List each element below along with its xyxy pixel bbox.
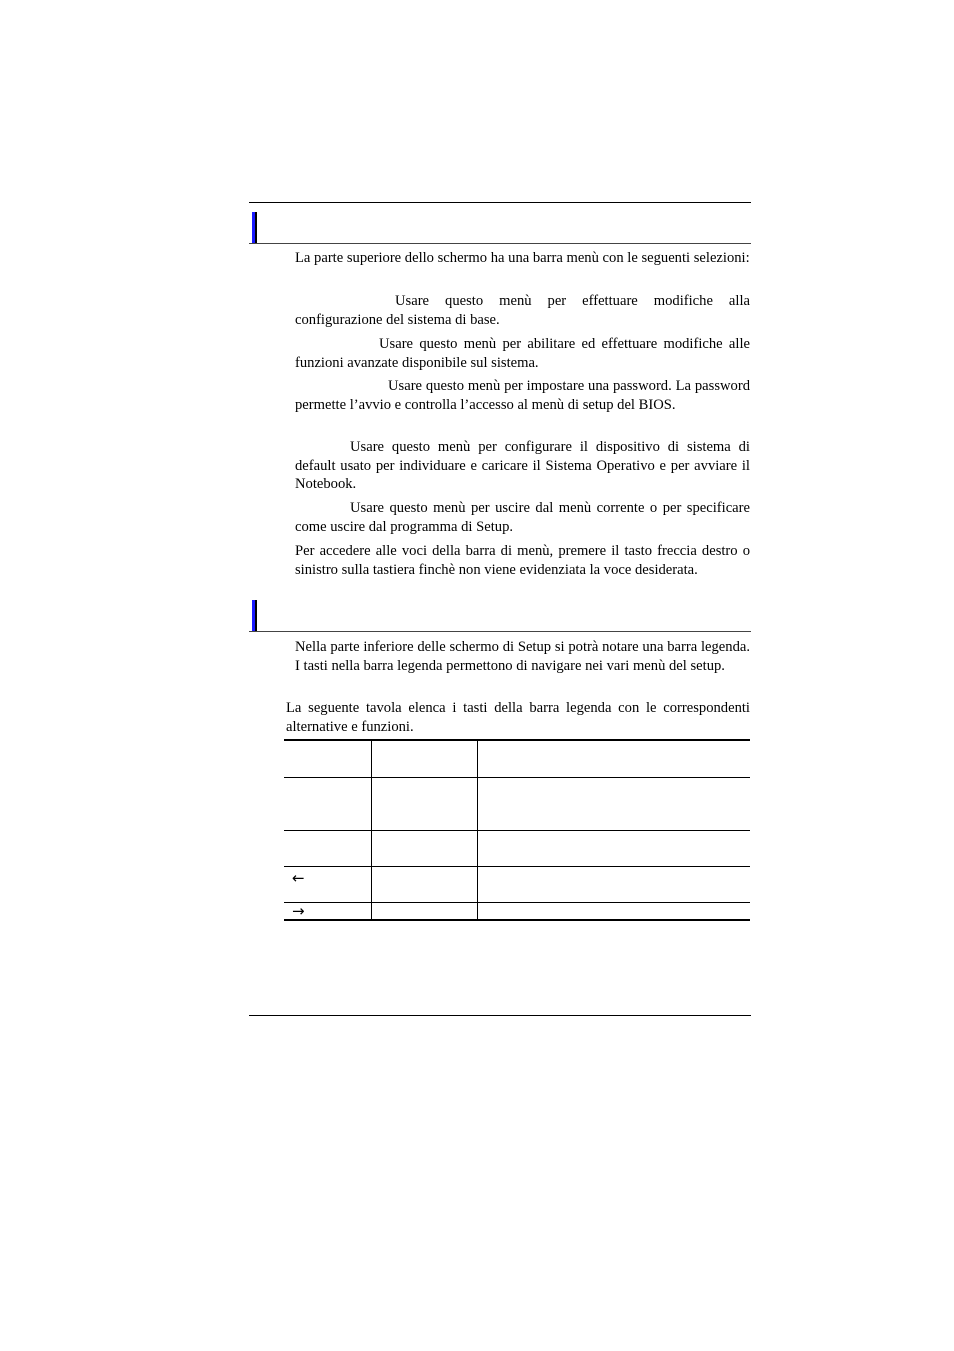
table-row xyxy=(284,866,750,902)
table-row xyxy=(284,740,750,777)
menu-item-text: Usare questo menù per uscire dal menù corrente o per specificare come uscire dal programma di Setup. xyxy=(295,500,750,535)
section-heading-marker xyxy=(252,212,257,243)
table-row xyxy=(284,777,750,830)
menu-item-text: Usare questo menù per abilitare ed effettuare modifiche alle funzioni avanzate disponibile sul sistema. xyxy=(295,336,750,371)
footer-rule xyxy=(249,1015,751,1016)
section1-intro: La parte superiore dello schermo ha una barra menù con le seguenti selezioni: xyxy=(295,250,750,266)
section-heading-rule xyxy=(249,631,751,632)
table-cell-function xyxy=(478,830,751,866)
menu-item-description xyxy=(295,335,750,372)
table-cell-key xyxy=(284,777,372,830)
table-cell-alternative xyxy=(372,777,478,830)
table-intro: La seguente tavola elenca i tasti della barra legenda con le correspondenti alternative e funzioni. xyxy=(286,700,750,735)
menu-item-description xyxy=(295,377,750,414)
section1-outro: Per accedere alle voci della barra di menù, premere il tasto freccia destro o sinistro sulla tastiera finchè non viene evidenziata la voce desiderata. xyxy=(295,543,750,578)
menu-item-description xyxy=(295,438,750,494)
section-heading-marker xyxy=(252,600,257,631)
table-cell-alternative xyxy=(372,902,478,920)
table-cell-function xyxy=(478,866,751,902)
table-row xyxy=(284,902,750,920)
table-cell-alternative xyxy=(372,866,478,902)
table-cell-function xyxy=(478,777,751,830)
table-cell-function xyxy=(478,902,751,920)
menu-item-description xyxy=(295,499,750,536)
menu-item-text: Usare questo menù per impostare una password. La password permette l’avvio e controlla l’accesso al menù di setup del BIOS. xyxy=(295,378,750,413)
legend-keys-table xyxy=(284,739,750,921)
left-arrow-key: ← xyxy=(284,866,372,902)
menu-item-text: Usare questo menù per configurare il dispositivo di sistema di default usato per individuare e caricare il Sistema Operativo e per avviare il Notebook. xyxy=(295,439,750,492)
table-cell-alternative xyxy=(372,740,478,777)
header-rule xyxy=(249,202,751,203)
section2-intro: Nella parte inferiore delle schermo di Setup si potrà notare una barra legenda. I tasti nella barra legenda permettono di navigare nei vari menù del setup. xyxy=(295,639,750,674)
table-row xyxy=(284,830,750,866)
table-cell-key xyxy=(284,740,372,777)
table-cell-alternative xyxy=(372,830,478,866)
table-cell-key xyxy=(284,830,372,866)
section-heading-rule xyxy=(249,243,751,244)
right-arrow-key: → xyxy=(284,902,372,920)
table-cell-function xyxy=(478,740,751,777)
menu-item-description xyxy=(295,292,750,329)
menu-item-text: Usare questo menù per effettuare modifiche alla configurazione del sistema di base. xyxy=(295,293,750,328)
